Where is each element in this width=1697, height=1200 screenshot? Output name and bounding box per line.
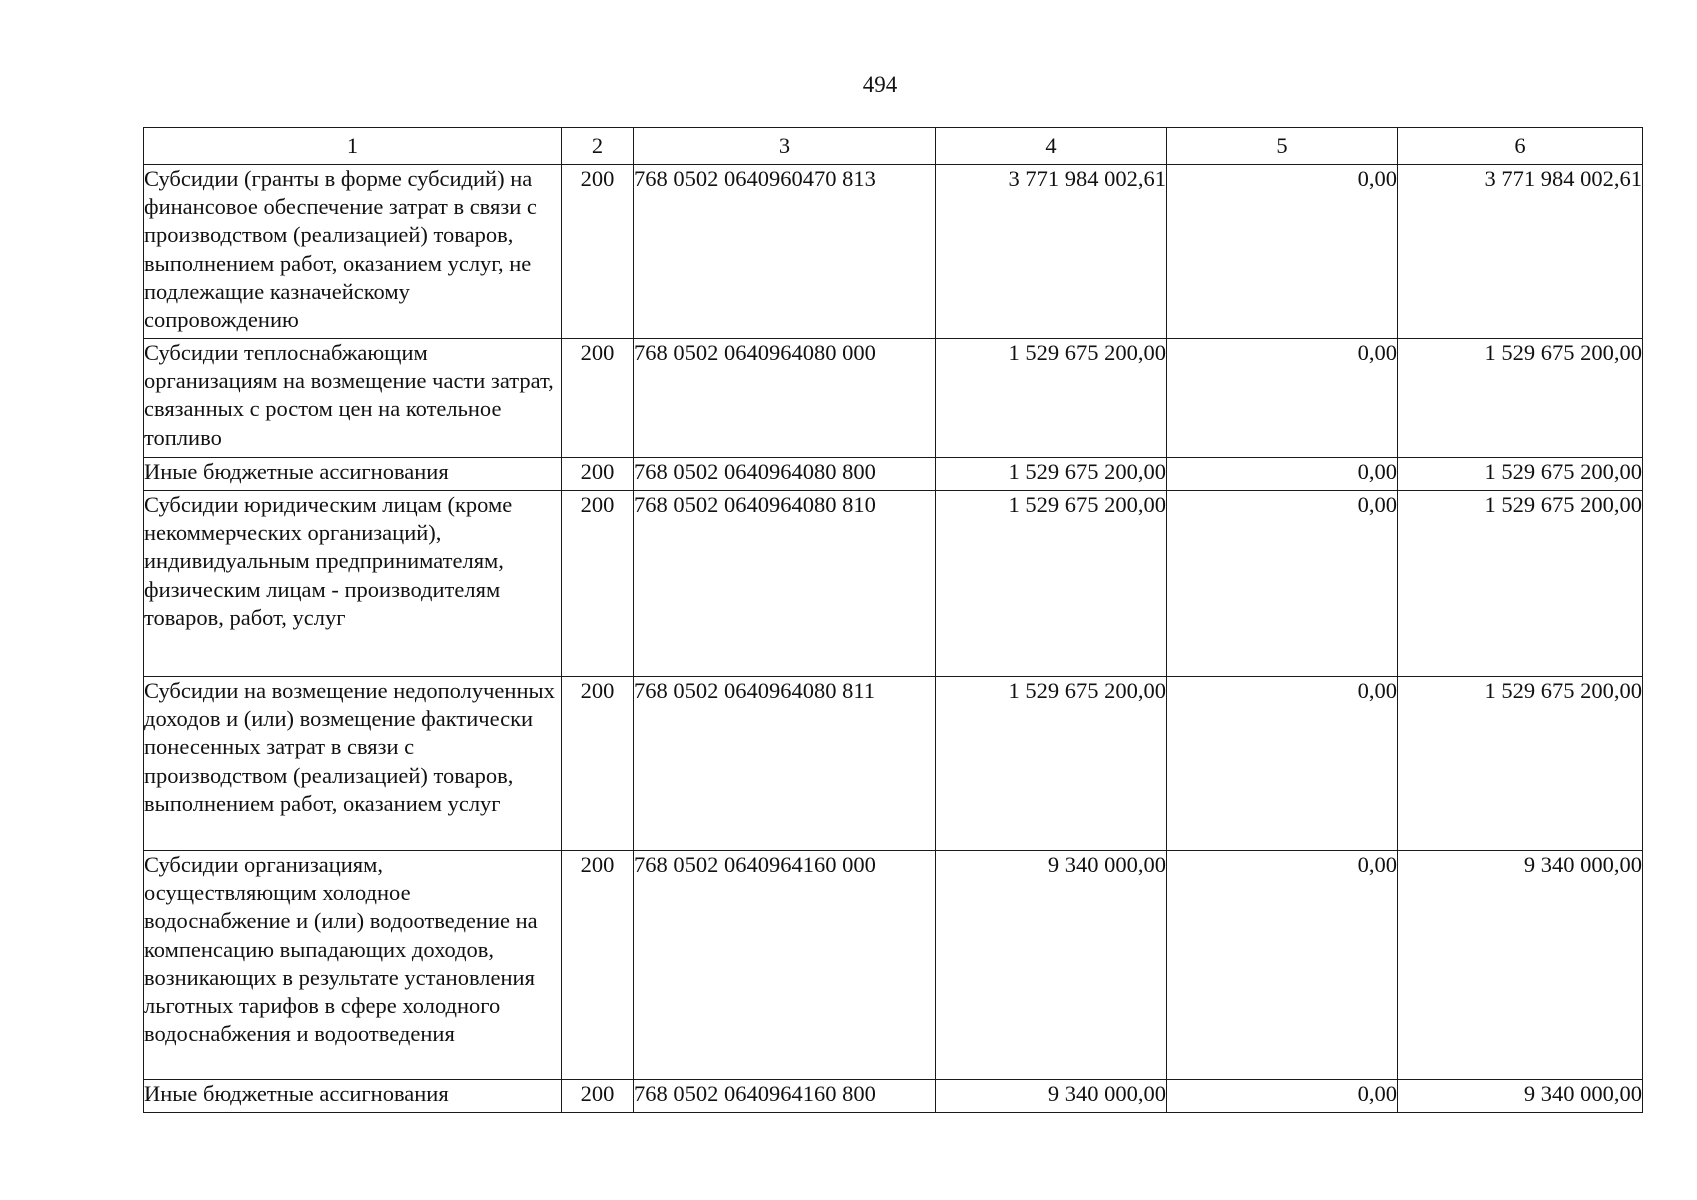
row-classification-code: 768 0502 0640964080 800 bbox=[634, 458, 936, 491]
row-name: Субсидии на возмещение недополученных доходов и (или) возмещение фактически понесенных затрат в связи с производством (реализацией) товаров, выполнением работ, оказанием услуг bbox=[144, 677, 562, 851]
column-header-5: 5 bbox=[1167, 128, 1398, 165]
column-header-6: 6 bbox=[1398, 128, 1643, 165]
row-classification-code: 768 0502 0640964080 000 bbox=[634, 339, 936, 458]
table-row bbox=[144, 1080, 1643, 1113]
table-row bbox=[144, 677, 1643, 851]
row-value-col4: 1 529 675 200,00 bbox=[936, 339, 1167, 458]
column-header-3: 3 bbox=[634, 128, 936, 165]
row-value-col5: 0,00 bbox=[1167, 339, 1398, 458]
row-code: 200 bbox=[562, 1080, 634, 1113]
row-value-col6: 1 529 675 200,00 bbox=[1398, 339, 1643, 458]
row-name: Иные бюджетные ассигнования bbox=[144, 1080, 562, 1113]
row-name: Субсидии (гранты в форме субсидий) на финансовое обеспечение затрат в связи с производством (реализацией) товаров, выполнением работ, оказанием услуг, не подлежащие казначейскому сопровождению bbox=[144, 165, 562, 339]
row-value-col4: 1 529 675 200,00 bbox=[936, 458, 1167, 491]
page-number: 494 bbox=[862, 72, 898, 97]
row-code: 200 bbox=[562, 165, 634, 339]
row-name: Субсидии теплоснабжающим организациям на возмещение части затрат, связанных с ростом цен на котельное топливо bbox=[144, 339, 562, 458]
row-value-col4: 3 771 984 002,61 bbox=[936, 165, 1167, 339]
row-value-col4: 1 529 675 200,00 bbox=[936, 491, 1167, 677]
row-value-col6: 9 340 000,00 bbox=[1398, 851, 1643, 1080]
row-code: 200 bbox=[562, 458, 634, 491]
table-row bbox=[144, 491, 1643, 677]
row-value-col5: 0,00 bbox=[1167, 851, 1398, 1080]
row-value-col5: 0,00 bbox=[1167, 458, 1398, 491]
row-code: 200 bbox=[562, 491, 634, 677]
row-value-col4: 9 340 000,00 bbox=[936, 851, 1167, 1080]
row-value-col5: 0,00 bbox=[1167, 491, 1398, 677]
row-value-col4: 1 529 675 200,00 bbox=[936, 677, 1167, 851]
row-value-col6: 1 529 675 200,00 bbox=[1398, 677, 1643, 851]
row-value-col6: 3 771 984 002,61 bbox=[1398, 165, 1643, 339]
row-classification-code: 768 0502 0640964080 810 bbox=[634, 491, 936, 677]
row-value-col5: 0,00 bbox=[1167, 1080, 1398, 1113]
row-code: 200 bbox=[562, 677, 634, 851]
row-name: Субсидии организациям, осуществляющим холодное водоснабжение и (или) водоотведение на компенсацию выпадающих доходов, возникающих в результате установления льготных тарифов в сфере холодного водоснабжения и водоотведения bbox=[144, 851, 562, 1080]
row-code: 200 bbox=[562, 339, 634, 458]
row-value-col6: 1 529 675 200,00 bbox=[1398, 491, 1643, 677]
row-value-col6: 1 529 675 200,00 bbox=[1398, 458, 1643, 491]
table-row bbox=[144, 339, 1643, 458]
column-header-4: 4 bbox=[936, 128, 1167, 165]
row-classification-code: 768 0502 0640964080 811 bbox=[634, 677, 936, 851]
column-header-2: 2 bbox=[562, 128, 634, 165]
table-row bbox=[144, 851, 1643, 1080]
row-value-col5: 0,00 bbox=[1167, 677, 1398, 851]
header-row bbox=[144, 128, 1643, 165]
row-name: Субсидии юридическим лицам (кроме некоммерческих организаций), индивидуальным предпринимателям, физическим лицам - производителям товаров, работ, услуг bbox=[144, 491, 562, 677]
row-classification-code: 768 0502 0640964160 000 bbox=[634, 851, 936, 1080]
table-row bbox=[144, 165, 1643, 339]
row-name: Иные бюджетные ассигнования bbox=[144, 458, 562, 491]
table-row bbox=[144, 458, 1643, 491]
row-classification-code: 768 0502 0640960470 813 bbox=[634, 165, 936, 339]
row-value-col4: 9 340 000,00 bbox=[936, 1080, 1167, 1113]
column-header-1: 1 bbox=[144, 128, 562, 165]
row-value-col6: 9 340 000,00 bbox=[1398, 1080, 1643, 1113]
row-classification-code: 768 0502 0640964160 800 bbox=[634, 1080, 936, 1113]
budget-table bbox=[143, 127, 1643, 1113]
row-value-col5: 0,00 bbox=[1167, 165, 1398, 339]
row-code: 200 bbox=[562, 851, 634, 1080]
